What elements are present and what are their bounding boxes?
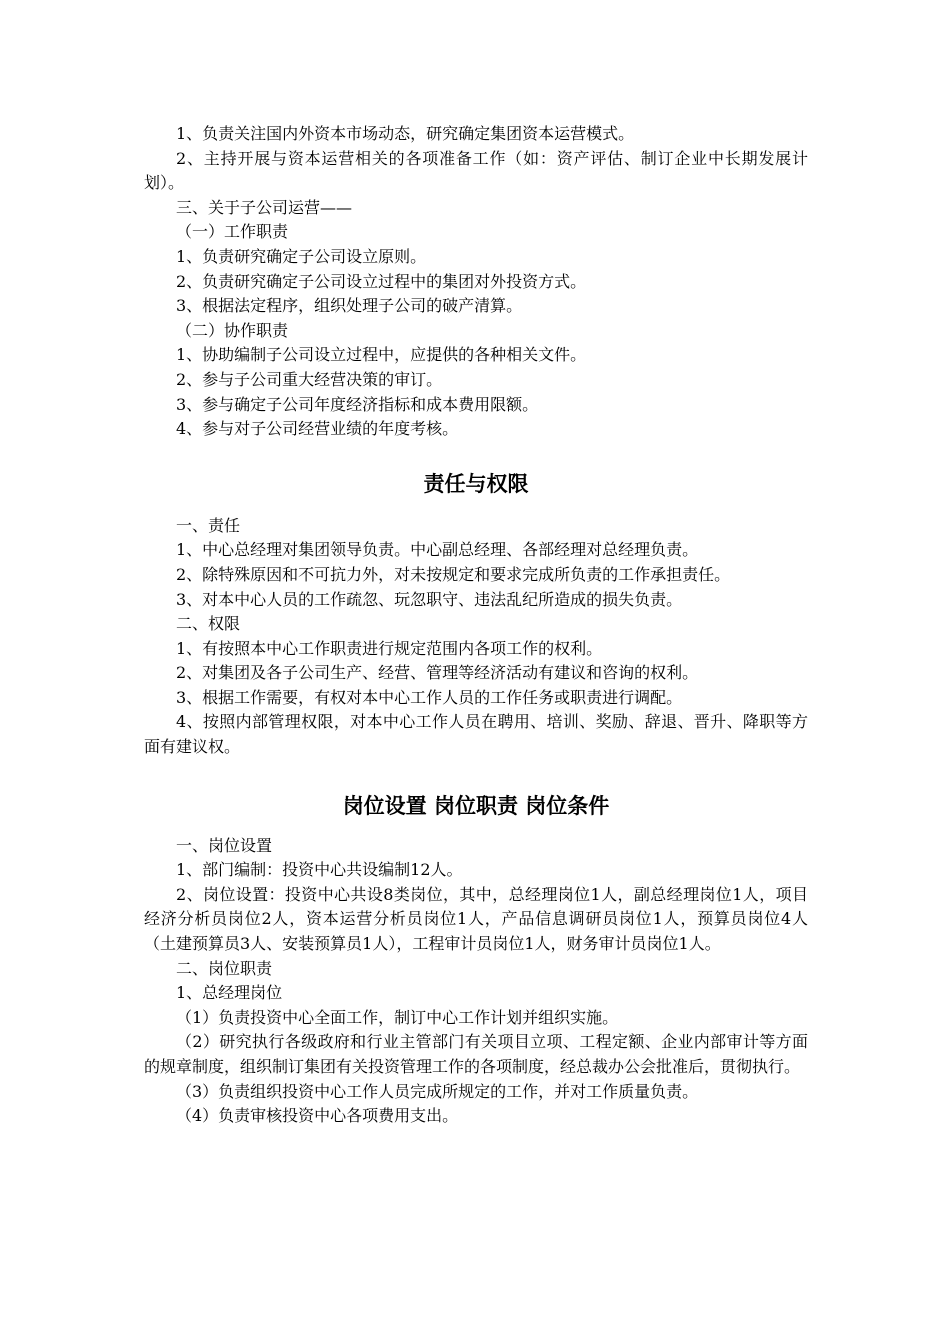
paragraph: 2、主持开展与资本运营相关的各项准备工作（如：资产评估、制订企业中长期发展计划）。 bbox=[144, 148, 808, 193]
paragraph: 3、根据法定程序，组织处理子公司的破产清算。 bbox=[176, 296, 523, 316]
paragraph: 1、总经理岗位 bbox=[176, 983, 283, 1003]
paragraph: 1、中心总经理对集团领导负责。中心副总经理、各部经理对总经理负责。 bbox=[176, 540, 699, 560]
section-positions bbox=[144, 834, 808, 1129]
paragraph: 3、根据工作需要，有权对本中心工作人员的工作任务或职责进行调配。 bbox=[176, 687, 683, 707]
paragraph: 1、部门编制：投资中心共设编制12人。 bbox=[176, 860, 463, 880]
document-page bbox=[144, 122, 808, 1129]
paragraph: 二、岗位职责 bbox=[176, 958, 273, 978]
paragraph: 4、按照内部管理权限，对本中心工作人员在聘用、培训、奖励、辞退、晋升、降职等方面有建议权。 bbox=[144, 712, 808, 757]
paragraph: 2、对集团及各子公司生产、经营、管理等经济活动有建议和咨询的权利。 bbox=[176, 663, 699, 683]
section-heading-responsibility-authority: 责任与权限 bbox=[423, 471, 529, 496]
paragraph: 2、岗位设置：投资中心共设8类岗位，其中，总经理岗位1人，副总经理岗位1人，项目经济分析员岗位2人，资本运营分析员岗位1人，产品信息调研员岗位1人，预算员岗位4人（土建预算员3人、安装预算员1人），工程审计员岗位1人，财务审计员岗位1人。 bbox=[144, 884, 808, 954]
paragraph: 二、权限 bbox=[176, 614, 241, 634]
paragraph: （4）负责审核投资中心各项费用支出。 bbox=[176, 1106, 459, 1126]
paragraph: （1）负责投资中心全面工作，制订中心工作计划并组织实施。 bbox=[176, 1007, 619, 1027]
paragraph: 一、责任 bbox=[176, 515, 241, 535]
section-heading-positions: 岗位设置 岗位职责 岗位条件 bbox=[342, 793, 610, 818]
paragraph: 3、参与确定子公司年度经济指标和成本费用限额。 bbox=[176, 394, 539, 414]
paragraph: 1、负责研究确定子公司设立原则。 bbox=[176, 246, 427, 266]
paragraph: 1、有按照本中心工作职责进行规定范围内各项工作的权利。 bbox=[176, 638, 603, 658]
paragraph: 2、参与子公司重大经营决策的审订。 bbox=[176, 369, 443, 389]
paragraph: （3）负责组织投资中心工作人员完成所规定的工作，并对工作质量负责。 bbox=[176, 1081, 699, 1101]
paragraph: （二）协作职责 bbox=[176, 320, 289, 340]
paragraph: （一）工作职责 bbox=[176, 222, 289, 242]
paragraph: 4、参与对子公司经营业绩的年度考核。 bbox=[176, 419, 459, 439]
section-responsibility-authority bbox=[144, 514, 808, 760]
paragraph: 一、岗位设置 bbox=[176, 835, 273, 855]
paragraph: 2、除特殊原因和不可抗力外，对未按规定和要求完成所负责的工作承担责任。 bbox=[176, 564, 731, 584]
paragraph: 三、关于子公司运营—— bbox=[176, 197, 353, 217]
paragraph: 1、负责关注国内外资本市场动态，研究确定集团资本运营模式。 bbox=[176, 124, 635, 143]
paragraph: （2）研究执行各级政府和行业主管部门有关项目立项、工程定额、企业内部审计等方面的规章制度，组织制订集团有关投资管理工作的各项制度，经总裁办公会批准后，贯彻执行。 bbox=[144, 1032, 808, 1076]
section-capital-operation bbox=[144, 122, 808, 442]
paragraph: 2、负责研究确定子公司设立过程中的集团对外投资方式。 bbox=[176, 271, 587, 291]
paragraph: 3、对本中心人员的工作疏忽、玩忽职守、违法乱纪所造成的损失负责。 bbox=[176, 589, 683, 609]
paragraph: 1、协助编制子公司设立过程中，应提供的各种相关文件。 bbox=[176, 345, 587, 365]
